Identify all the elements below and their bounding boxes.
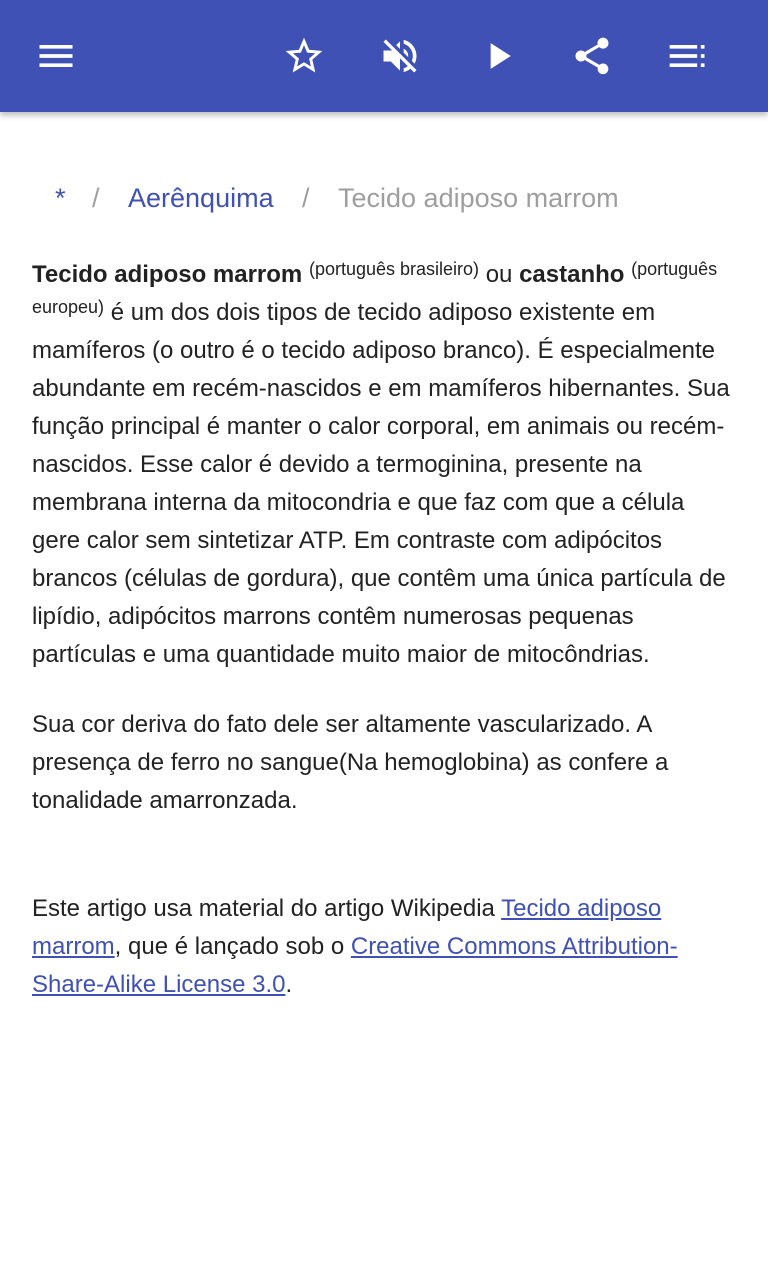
favorite-button[interactable] — [272, 24, 336, 88]
mute-button[interactable] — [368, 24, 432, 88]
credit-middle-text: , que é lançado sob o — [114, 933, 345, 960]
app-bar — [0, 0, 768, 112]
article-content — [32, 256, 736, 1004]
breadcrumb-separator: / — [302, 183, 310, 213]
breadcrumb-home-link[interactable]: * — [55, 183, 66, 213]
menu-icon — [34, 34, 78, 78]
share-button[interactable] — [560, 24, 624, 88]
paragraph-body-text: é um dos dois tipos de tecido adiposo existente em mamíferos (o outro é o tecido adiposo branco). É especialmente abundante em recém-nascidos e em mamíferos hibernantes. Sua função principal é manter o calor corporal, em animais ou recém-nascidos. Esse calor é devido a termoginina, presente na membrana interna da mitocondria e que faz com que a célula gere calor sem sintetizar ATP. Em contraste com adipócitos brancos (células de gordura), que contêm uma única partícula de lipídio, adipócitos marrons contêm numerosas pequenas partículas e uma quantidade muito maior de mitocôndrias. — [32, 299, 730, 668]
conjunction-text: ou — [485, 261, 513, 288]
variant-note: (português brasileiro) — [308, 259, 480, 279]
article-paragraph — [32, 256, 736, 674]
source-credit — [32, 890, 736, 1004]
breadcrumb-separator: / — [92, 183, 100, 213]
breadcrumb-current: Tecido adiposo marrom — [338, 183, 619, 213]
alternate-term: castanho — [519, 261, 625, 288]
star-outline-icon — [282, 34, 326, 78]
breadcrumb-parent-link[interactable]: Aerênquima — [128, 183, 274, 213]
license-link[interactable]: Creative Commons Attribution-Share-Alike License 3.0 — [32, 933, 678, 998]
share-icon — [570, 34, 614, 78]
breadcrumb — [0, 178, 768, 222]
article-paragraph: Sua cor deriva do fato dele ser altamente vascularizado. A presença de ferro no sangue(Na hemoglobina) as confere a tonalidade amarronzada. — [32, 711, 669, 814]
menu-button[interactable] — [24, 24, 88, 88]
credit-suffix-text: . — [285, 971, 293, 998]
wikipedia-article-link[interactable]: Tecido adiposo marrom — [32, 895, 662, 960]
article-title-term: Tecido adiposo marrom — [32, 261, 303, 288]
credit-prefix-text: Este artigo usa material do artigo Wikipedia — [32, 895, 495, 922]
contents-button[interactable] — [656, 24, 720, 88]
play-button[interactable] — [466, 24, 530, 88]
volume-off-icon — [378, 34, 422, 78]
playlist-icon — [666, 34, 710, 78]
play-icon — [476, 34, 520, 78]
variant-note: (português europeu) — [32, 259, 718, 317]
